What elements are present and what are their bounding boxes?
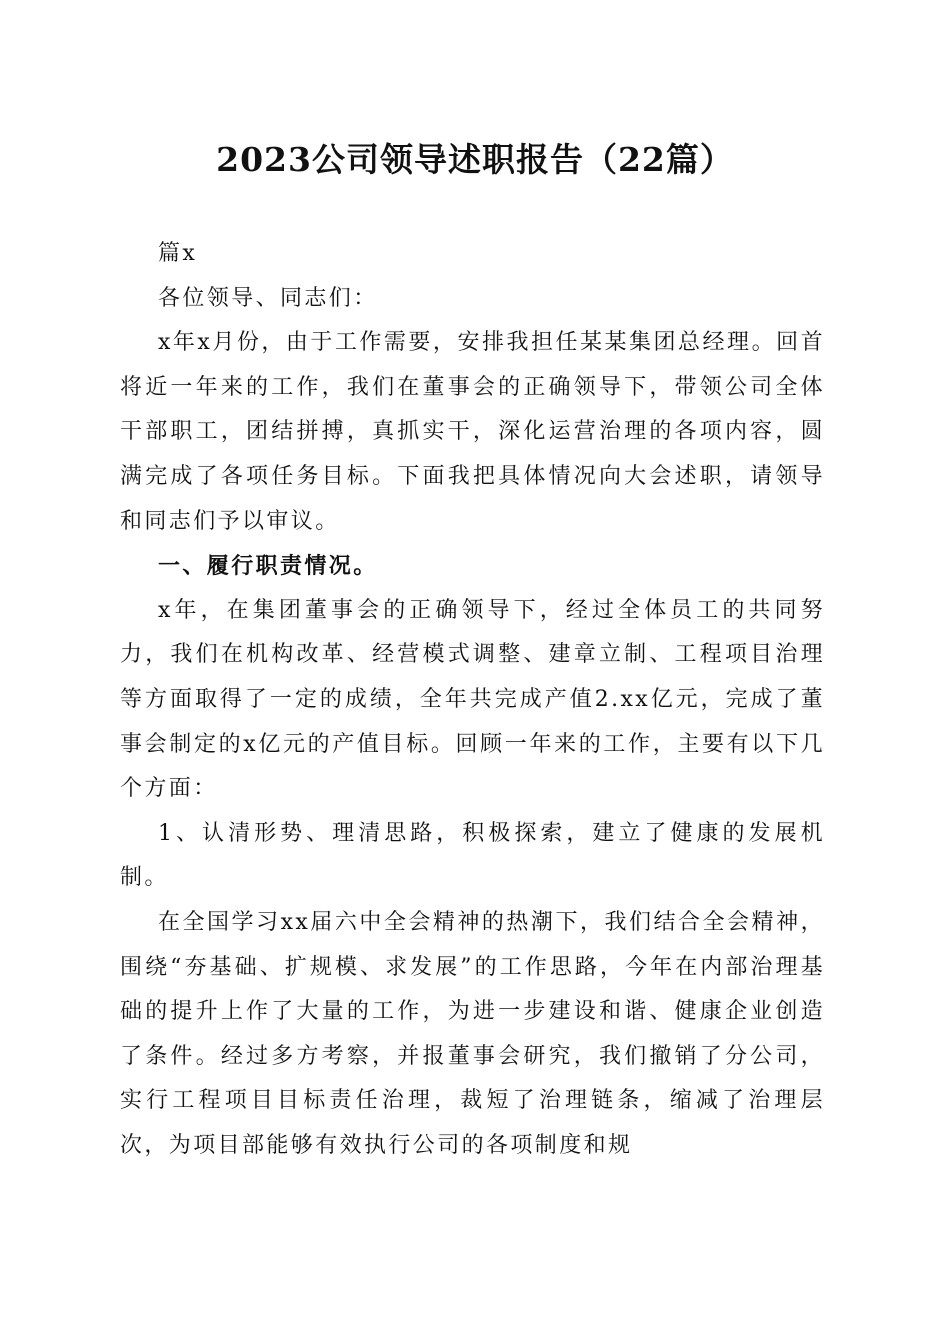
salutation: 各位领导、同志们： xyxy=(158,285,378,311)
subheading-item-1: 1、认清形势、理清思路，积极探索，建立了健康的发展机制。 xyxy=(120,820,825,891)
paragraph-summary: x年，在集团董事会的正确领导下，经过全体员工的共同努力，我们在机构改革、经营模式调整、建章立制、工程项目治理等方面取得了一定的成绩，全年共完成产值2.xx亿元，完成了董事会制定的x亿元的产值目标。回顾一年来的工作，主要有以下几个方面： xyxy=(120,597,825,802)
section-label: 篇x xyxy=(158,241,198,266)
document-title: 2023公司领导述职报告（22篇） xyxy=(216,140,734,179)
section-heading: 一、履行职责情况。 xyxy=(158,553,378,580)
document-body xyxy=(120,232,825,1168)
paragraph-detail: 在全国学习xx届六中全会精神的热潮下，我们结合全会精神，围绕“夯基础、扩规模、求发展”的工作思路，今年在内部治理基础的提升上作了大量的工作，为进一步建设和谐、健康企业创造了条件。经过多方考察，并报董事会研究，我们撤销了分公司，实行工程项目目标责任治理，裁短了治理链条，缩减了治理层次，为项目部能够有效执行公司的各项制度和规 xyxy=(120,909,825,1158)
paragraph-intro: x年x月份，由于工作需要，安排我担任某某集团总经理。回首将近一年来的工作，我们在董事会的正确领导下，带领公司全体干部职工，团结拼搏，真抓实干，深化运营治理的各项内容，圆满完成了各项任务目标。下面我把具体情况向大会述职，请领导和同志们予以审议。 xyxy=(120,330,825,534)
